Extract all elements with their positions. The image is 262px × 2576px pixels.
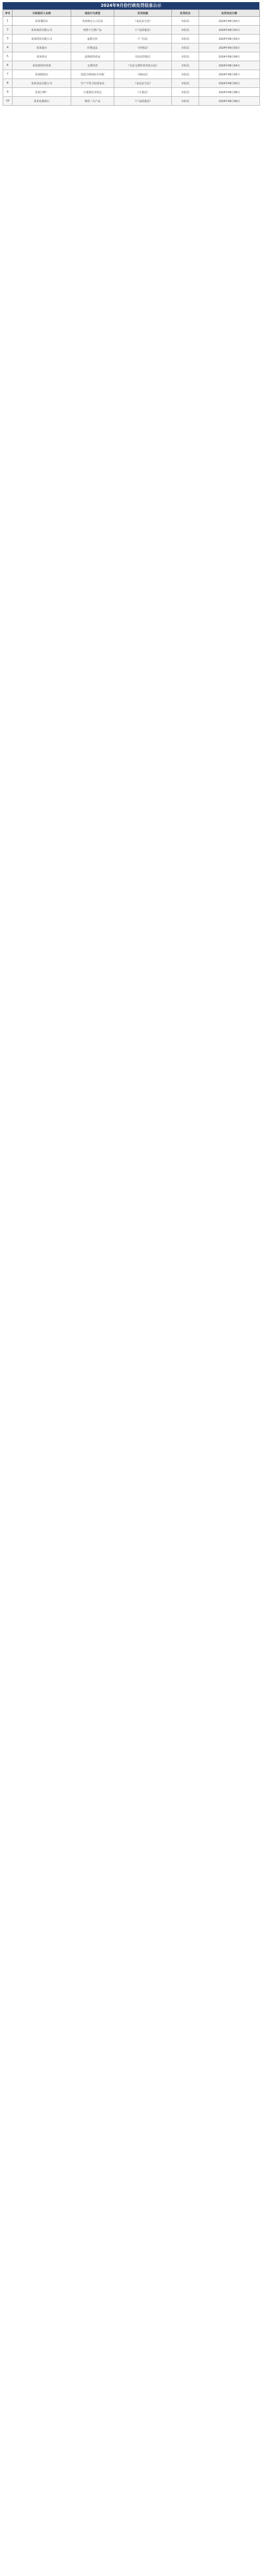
table-cell: 某某科技有限公司: [13, 35, 71, 43]
table-cell: 市监局: [172, 88, 199, 97]
table-header: [3, 10, 260, 17]
table-cell: 某某商贸有限公司: [13, 26, 71, 35]
table-cell: 市监局: [172, 70, 199, 79]
table-cell: 10: [3, 97, 13, 106]
column-header: 处罚决定日期: [199, 10, 260, 17]
table-cell: 2024年09月02日: [199, 26, 260, 35]
table-cell: 价格违法: [71, 43, 114, 52]
column-header: 序号: [3, 10, 13, 17]
table-cell: 某某餐饮店: [13, 17, 71, 26]
table-cell: 市监局: [172, 43, 199, 52]
table-cell: 侵犯注册商标专用权: [71, 70, 114, 79]
table-cell: 3: [3, 35, 13, 43]
table-cell: 8: [3, 79, 13, 88]
table-row: [3, 52, 260, 61]
table-cell: 市监局: [172, 17, 199, 26]
column-header: 违法行为类型: [71, 10, 114, 17]
table-cell: 市监局: [172, 61, 199, 70]
table-cell: 6: [3, 61, 13, 70]
header-row: [3, 10, 260, 17]
table-cell: 2024年09月04日: [199, 61, 260, 70]
table-cell: 2: [3, 26, 13, 35]
table-cell: 某某建材经营部: [13, 61, 71, 70]
table-cell: 无照经营: [71, 61, 114, 70]
table-cell: 《价格法》: [114, 43, 172, 52]
table-cell: 《产品质量法》: [114, 97, 172, 106]
table-cell: 2024年09月05日: [199, 70, 260, 79]
table-cell: 《食品安全法》: [114, 79, 172, 88]
table-cell: 市监局: [172, 52, 199, 61]
table-cell: 2024年09月02日: [199, 17, 260, 26]
table-body: [3, 17, 260, 106]
table-row: [3, 26, 260, 35]
table-cell: 2024年09月03日: [199, 43, 260, 52]
table-cell: 2024年09月04日: [199, 52, 260, 61]
table-cell: 某某食品有限公司: [13, 79, 71, 88]
table-cell: 虚假宣传: [71, 35, 114, 43]
table-cell: 销售不合格产品: [71, 26, 114, 35]
table-cell: 4: [3, 43, 13, 52]
table-cell: 2024年09月05日: [199, 79, 260, 88]
table-row: [3, 79, 260, 88]
table-cell: 5: [3, 52, 13, 61]
table-cell: 计量器具未检定: [71, 88, 114, 97]
column-header: 处罚依据: [114, 10, 172, 17]
table-cell: 《广告法》: [114, 35, 172, 43]
column-header: 处罚机关: [172, 10, 199, 17]
page-title: 2024年9月份行政处罚信息公示: [3, 2, 259, 9]
table-cell: 某某电器商行: [13, 97, 71, 106]
table-cell: 某某服装店: [13, 70, 71, 79]
table-cell: 市监局: [172, 26, 199, 35]
records-table: [3, 9, 260, 106]
table-cell: 《无证无照经营查处办法》: [114, 61, 172, 70]
table-cell: 未按规定公示信息: [71, 17, 114, 26]
table-row: [3, 35, 260, 43]
table-cell: 《商标法》: [114, 70, 172, 79]
table-cell: 《药品管理法》: [114, 52, 172, 61]
table-cell: 市监局: [172, 79, 199, 88]
table-cell: 7: [3, 70, 13, 79]
table-cell: 违规销售药品: [71, 52, 114, 61]
table-cell: 某某汽修厂: [13, 88, 71, 97]
table-cell: 市监局: [172, 35, 199, 43]
column-header: 行政相对人名称: [13, 10, 71, 17]
table-cell: 《食品安全法》: [114, 17, 172, 26]
table-cell: 《产品质量法》: [114, 26, 172, 35]
table-row: [3, 88, 260, 97]
table-cell: 《计量法》: [114, 88, 172, 97]
table-cell: 2024年09月03日: [199, 35, 260, 43]
table-cell: 市监局: [172, 97, 199, 106]
table-cell: 9: [3, 88, 13, 97]
table-row: [3, 43, 260, 52]
table-row: [3, 61, 260, 70]
table-cell: 1: [3, 17, 13, 26]
table-cell: 生产不符合标准食品: [71, 79, 114, 88]
table-row: [3, 17, 260, 26]
table-cell: 2024年09月06日: [199, 97, 260, 106]
table-row: [3, 70, 260, 79]
table-cell: 2024年09月06日: [199, 88, 260, 97]
table-row: [3, 97, 260, 106]
table-cell: 某某超市: [13, 43, 71, 52]
table-cell: 销售三无产品: [71, 97, 114, 106]
table-cell: 某某药店: [13, 52, 71, 61]
